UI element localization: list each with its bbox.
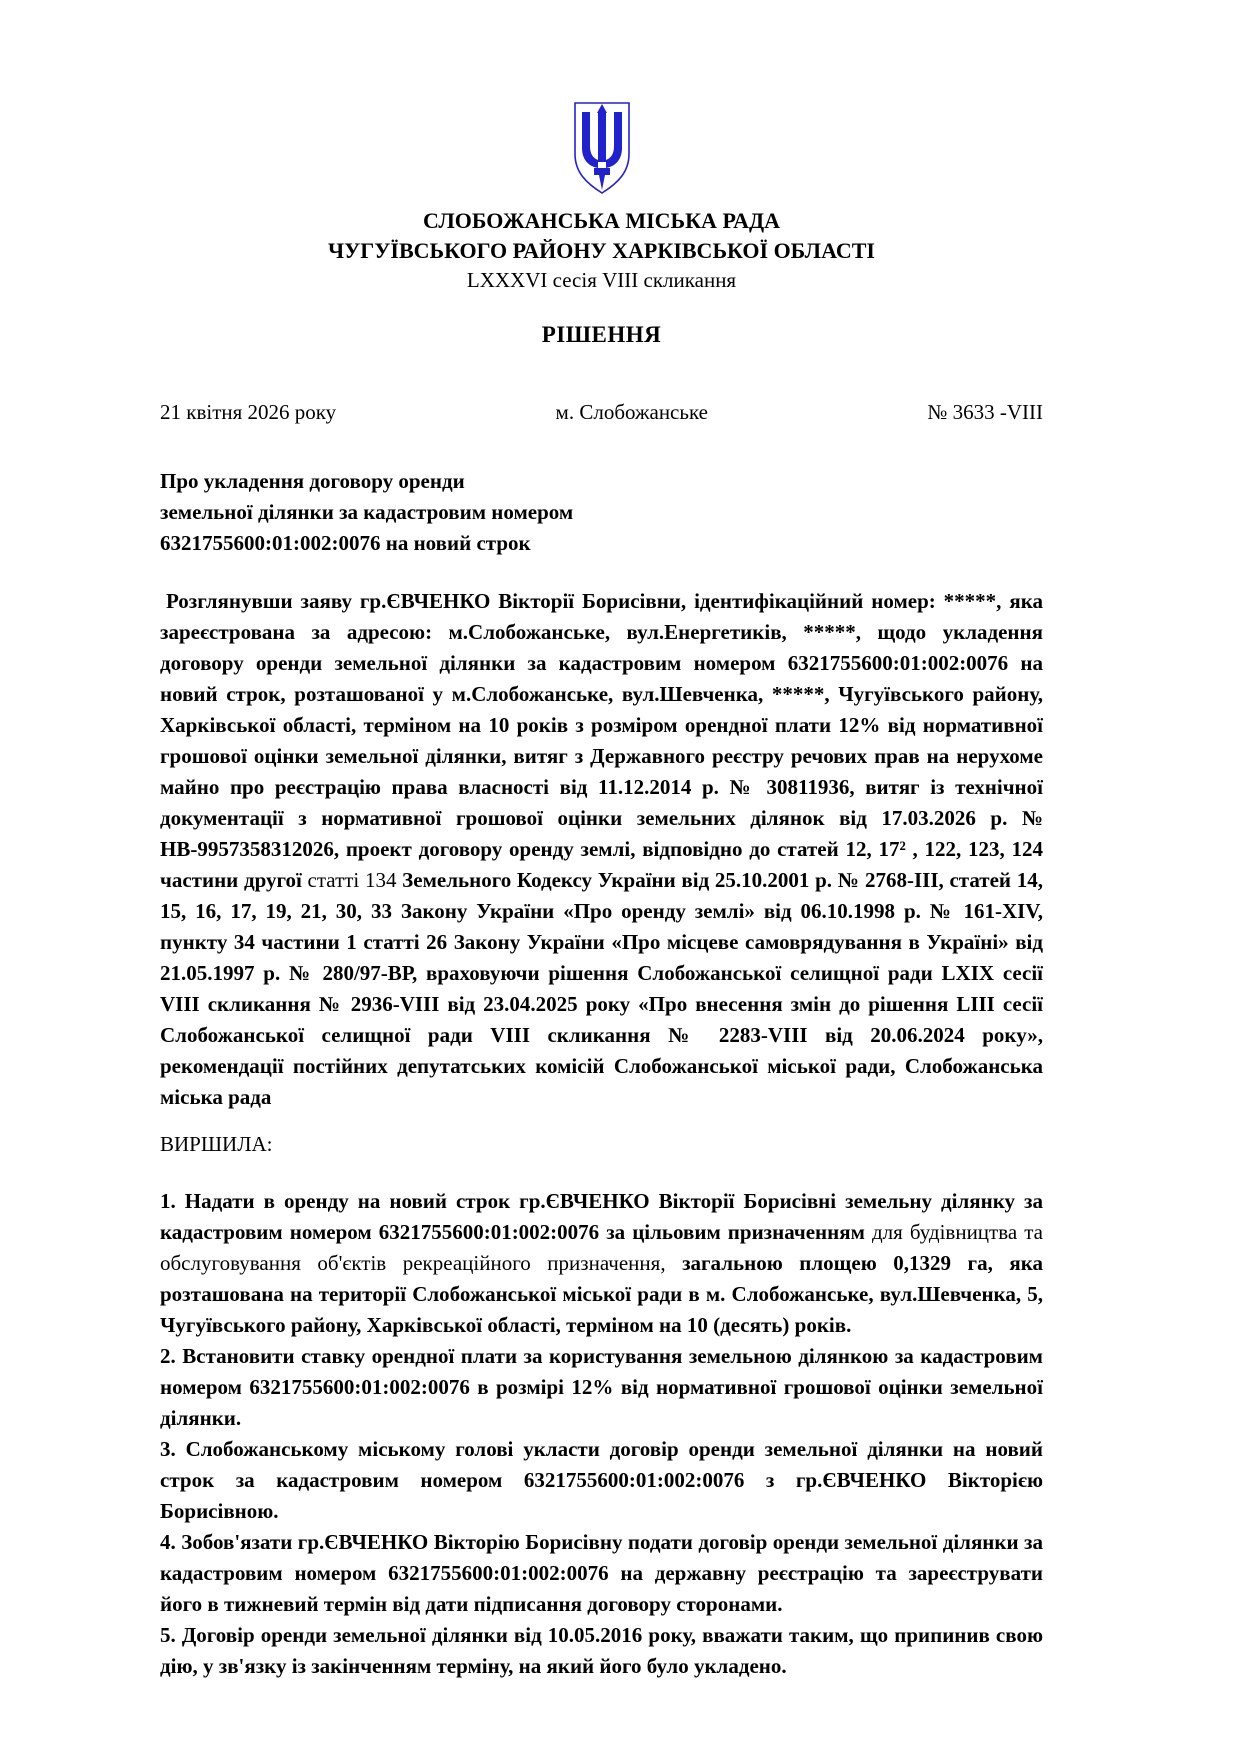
org-name-line2: ЧУГУЇВСЬКОГО РАЙОНУ ХАРКІВСЬКОЇ ОБЛАСТІ (327, 238, 875, 263)
resolution-items (160, 1186, 1043, 1682)
subject-line-3: 6321755600:01:002:0076 на новий строк (160, 531, 531, 555)
subject-line-1: Про укладення договору оренди (160, 469, 465, 493)
meta-row (160, 398, 1043, 426)
resolution-item-3: 3. Слобожанському міському голові укласти договір оренди земельної ділянки на новий строк за кадастровим номером 6321755600:01:002:0076 з гр.ЄВЧЕНКО Вікторією Борисівною. (160, 1437, 1043, 1523)
resolution-item-1: 1. Надати в оренду на новий строк гр.ЄВЧЕНКО Вікторії Борисівні земельну ділянку за кадастровим номером 6321755600:01:002:0076 за цільовим призначенням для будівництва та обслуговування об'єктів рекреаційного призначення, загальною площею 0,1329 га, яка розташована на території Слобожанської міської ради в м. Слобожанське, вул.Шевченка, 5, Чугуївського району, Харківської області, терміном на 10 (десять) років. (160, 1189, 1043, 1337)
org-name-line1: СЛОБОЖАНСЬКА МІСЬКА РАДА (423, 208, 780, 233)
resolution-item-2: 2. Встановити ставку орендної плати за користування земельною ділянкою за кадастровим номером 6321755600:01:002:0076 в розмірі 12% від нормативної грошової оцінки земельної ділянки. (160, 1344, 1043, 1430)
session-line: LXXXVI сесія VIII скликання (466, 268, 737, 292)
decision-place: м. Слобожанське (555, 400, 708, 424)
decision-date: 21 квітня 2026 року (160, 400, 337, 424)
preamble-paragraph: Розглянувши заяву гр.ЄВЧЕНКО Вікторії Борисівни, ідентифікаційний номер: *****, яка зареєстрована за адресою: м.Слобожанське, вул.Енергетиків, *****, щодо укладення договору оренди земельної ділянки за кадастровим номером 6321755600:01:002:0076 на новий строк, розташованої у м.Слобожанське, вул.Шевченка, *****, Чугуївського району, Харківської області, терміном на 10 років з розміром орендної плати 12% від нормативної грошової оцінки земельної ділянки, витяг з Державного реєстру речових прав на нерухоме майно про реєстрацію права власності від 11.12.2014 р. № 30811936, витяг із технічної документації з нормативної грошової оцінки земельних ділянок від 17.03.2026 р. № НВ-9957358312026, проект договору оренду землі, відповідно до статей 12, 17² , 122, 123, 124 частини другої статті 134 Земельного Кодексу України від 25.10.2001 р. № 2768-ІІІ, статей 14, 15, 16, 17, 19, 21, 30, 33 Закону України «Про оренду землі» від 06.10.1998 р. № 161-XIV, пункту 34 частини 1 статті 26 Закону України «Про місцеве самоврядування в Україні» від 21.05.1997 р. № 280/97-ВР, враховуючи рішення Слобожанської селищної ради LXIX сесії VIII скликання № 2936-VIII від 23.04.2025 року «Про внесення змін до рішення LIII сесії Слобожанської селищної ради VIII скликання № 2283-VIII від 20.06.2024 року», рекомендації постійних депутатських комісій Слобожанської міської ради, Слобожанська міська рада (160, 589, 1043, 1109)
document-header (160, 100, 1043, 294)
resolution-item-4: 4. Зобов'язати гр.ЄВЧЕНКО Вікторію Борисівну подати договір оренди земельної ділянки за кадастровим номером 6321755600:01:002:0076 на державну реєстрацію та зареєструвати його в тижневий термін від дати підписання договору сторонами. (160, 1530, 1043, 1616)
resolution-word: ВИРШИЛА: (160, 1132, 273, 1156)
resolution-item-5: 5. Договір оренди земельної ділянки від 10.05.2016 року, вважати таким, що припинив свою дію, у зв'язку із закінченням терміну, на який його було укладено. (160, 1623, 1043, 1678)
document-title: РІШЕННЯ (541, 322, 662, 347)
ukraine-trident-emblem-icon (569, 100, 635, 196)
decision-number: № 3633 -VIII (927, 400, 1043, 424)
subject-block (160, 466, 1043, 559)
subject-line-2: земельної ділянки за кадастровим номером (160, 500, 574, 524)
